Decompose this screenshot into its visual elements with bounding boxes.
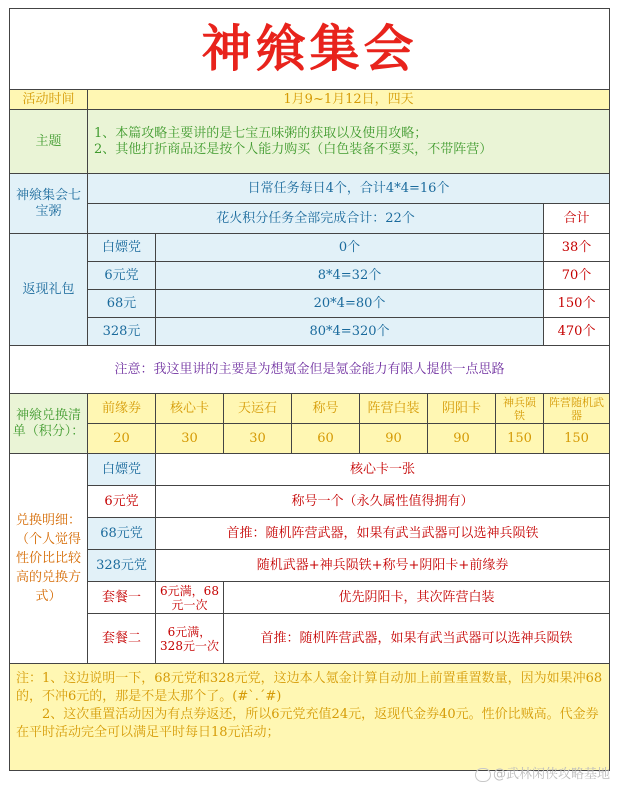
- period-label: 活动时间: [10, 90, 88, 110]
- detail-tier: 6元党: [88, 486, 156, 518]
- package-condition: 6元满，328元一次: [156, 614, 224, 664]
- rebate-calc: 0个: [156, 234, 544, 262]
- total-header: 合计: [544, 204, 610, 234]
- exchange-item-cost: 90: [360, 424, 428, 454]
- rebate-total: 38个: [544, 234, 610, 262]
- exchange-item-cost: 20: [88, 424, 156, 454]
- period-value: 1月9~1月12日，四天: [88, 90, 610, 110]
- footnote-para-1: 注：1、这边说明一下，68元党和328元党，这边本人氪金计算自动加上前置重置数量，因为如果冲68的，不冲6元的，那是不是太那个了。(#`.´#): [16, 671, 603, 704]
- watermark: [475, 763, 610, 782]
- exchange-item-name: 神兵陨铁: [496, 394, 544, 424]
- guide-sheet: [9, 8, 609, 782]
- theme-content: [88, 110, 610, 174]
- package-condition: 6元满，68元一次: [156, 582, 224, 614]
- package-content: 优先阴阳卡，其次阵营白装: [224, 582, 610, 614]
- exchange-item-cost: 90: [428, 424, 496, 454]
- porridge-label: 神飨集会七宝粥: [10, 174, 88, 234]
- exchange-item-name: 天运石: [224, 394, 292, 424]
- rebate-total: 150个: [544, 290, 610, 318]
- page-title: 神飨集会: [10, 9, 610, 90]
- theme-line-2: 2、其他打折商品还是按个人能力购买（白色装备不要买，不带阵营）: [94, 141, 493, 157]
- guide-table: [9, 8, 610, 771]
- exchange-item-cost: 150: [496, 424, 544, 454]
- rebate-total: 470个: [544, 318, 610, 346]
- rebate-tier: 328元: [88, 318, 156, 346]
- footnote-para-2: 2、这次重置活动因为有点券返还，所以6元党充值24元，返现代金券40元。性价比贼高。代金券在平时活动完全可以满足平时每日18元活动；: [16, 707, 599, 740]
- rebate-label: 返现礼包: [10, 234, 88, 346]
- exchange-item-name: 前缘券: [88, 394, 156, 424]
- detail-label: 兑换明细：（个人觉得性价比比较高的兑换方式）: [10, 454, 88, 664]
- exchange-item-cost: 30: [156, 424, 224, 454]
- detail-content: 首推：随机阵营武器，如果有武当武器可以选神兵陨铁: [156, 518, 610, 550]
- theme-label: 主题: [10, 110, 88, 174]
- porridge-daily: 日常任务每日4个，合计4*4=16个: [88, 174, 610, 204]
- rebate-tier: 68元: [88, 290, 156, 318]
- package-tier: 套餐一: [88, 582, 156, 614]
- exchange-item-name: 核心卡: [156, 394, 224, 424]
- exchange-item-cost: 60: [292, 424, 360, 454]
- rebate-calc: 20*4=80个: [156, 290, 544, 318]
- detail-content: 称号一个（永久属性值得拥有）: [156, 486, 610, 518]
- detail-content: 核心卡一张: [156, 454, 610, 486]
- exchange-item-name: 阵营白装: [360, 394, 428, 424]
- package-content: 首推：随机阵营武器，如果有武当武器可以选神兵陨铁: [224, 614, 610, 664]
- exchange-item-name: 称号: [292, 394, 360, 424]
- exchange-item-name: 阴阳卡: [428, 394, 496, 424]
- exchange-item-cost: 30: [224, 424, 292, 454]
- weibo-logo-icon: [475, 768, 491, 782]
- rebate-tier: 6元党: [88, 262, 156, 290]
- exchange-label: 神飨兑换清单（积分）：: [10, 394, 88, 454]
- footnote: [10, 664, 610, 771]
- watermark-text: @武林闲侠攻略基地: [492, 767, 610, 782]
- rebate-tier: 白嫖党: [88, 234, 156, 262]
- rebate-total: 70个: [544, 262, 610, 290]
- detail-tier: 68元党: [88, 518, 156, 550]
- porridge-firework: 花火积分任务全部完成合计：22个: [88, 204, 544, 234]
- exchange-item-name: 阵营随机武器: [544, 394, 610, 424]
- exchange-item-cost: 150: [544, 424, 610, 454]
- theme-line-1: 1、本篇攻略主要讲的是七宝五味粥的获取以及使用攻略；: [94, 125, 428, 141]
- detail-tier: 白嫖党: [88, 454, 156, 486]
- detail-tier: 328元党: [88, 550, 156, 582]
- package-tier: 套餐二: [88, 614, 156, 664]
- rebate-calc: 80*4=320个: [156, 318, 544, 346]
- note-text: 注意：我这里讲的主要是为想氪金但是氪金能力有限人提供一点思路: [10, 346, 610, 394]
- rebate-calc: 8*4=32个: [156, 262, 544, 290]
- detail-content: 随机武器+神兵陨铁+称号+阴阳卡+前缘券: [156, 550, 610, 582]
